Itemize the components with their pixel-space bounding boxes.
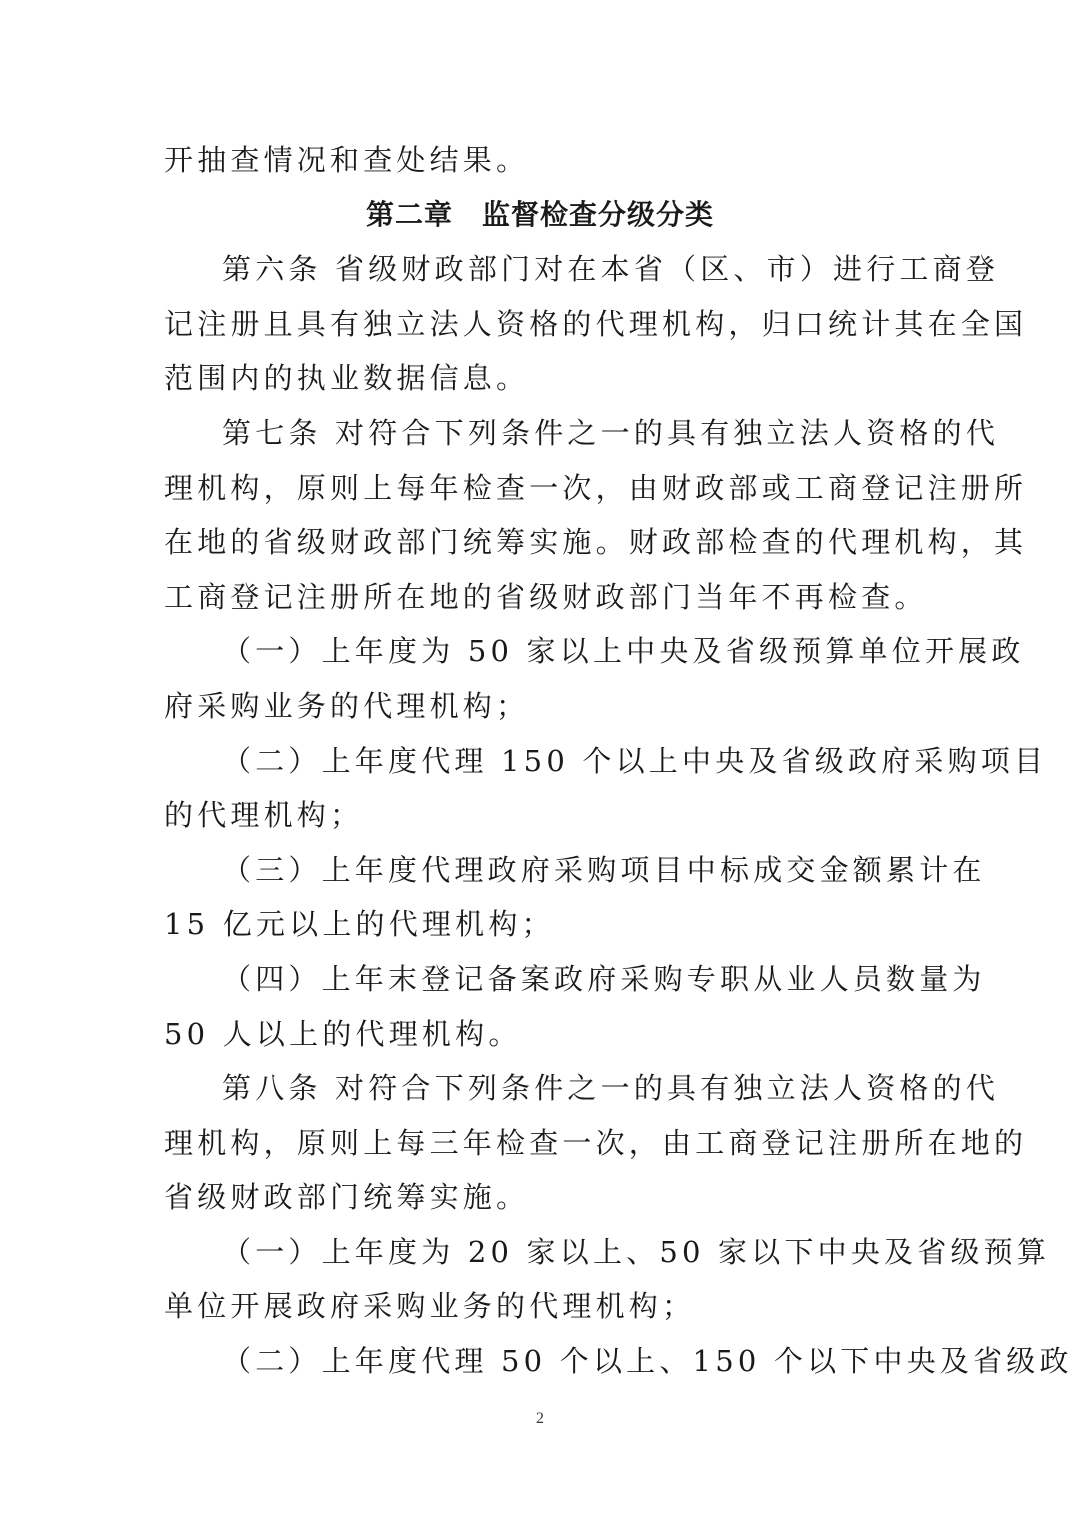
article-7-item-1-line-2: 府采购业务的代理机构； xyxy=(164,688,530,723)
article-7-line-3: 在地的省级财政部门统筹实施。财政部检查的代理机构，其 xyxy=(164,525,1028,560)
article-8 xyxy=(164,1061,1073,1389)
article-7-item-3 xyxy=(164,843,986,952)
article-6-line-2: 记注册且具有独立法人资格的代理机构，归口统计其在全国 xyxy=(164,306,1028,341)
article-7-line-1: 第七条 对符合下列条件之一的具有独立法人资格的代 xyxy=(222,415,1000,450)
article-8-line-1: 第八条 对符合下列条件之一的具有独立法人资格的代 xyxy=(222,1071,1000,1106)
article-7 xyxy=(164,406,1048,1061)
article-6 xyxy=(164,242,1028,406)
article-8-line-3: 省级财政部门统筹实施。 xyxy=(164,1180,530,1215)
article-8-item-2-line-1: （二）上年度代理 50 个以上、150 个以下中央及省级政 xyxy=(222,1344,1073,1379)
chapter-heading: 第二章 监督检查分级分类 xyxy=(365,197,714,231)
article-7-line-4: 工商登记注册所在地的省级财政部门当年不再检查。 xyxy=(164,579,928,614)
article-6-line-1: 第六条 省级财政部门对在本省（区、市）进行工商登 xyxy=(222,252,1000,287)
article-7-item-2-line-1: （二）上年度代理 150 个以上中央及省级政府采购项目 xyxy=(222,743,1048,778)
article-7-line-2: 理机构，原则上每年检查一次，由财政部或工商登记注册所 xyxy=(164,470,1028,505)
page-number: 2 xyxy=(536,1410,544,1427)
article-7-item-1-line-1: （一）上年度为 50 家以上中央及省级预算单位开展政 xyxy=(222,634,1025,669)
article-7-item-3-line-2: 15 亿元以上的代理机构； xyxy=(164,907,555,942)
article-7-item-4-line-1: （四）上年末登记备案政府采购专职从业人员数量为 xyxy=(222,961,986,996)
article-7-item-2 xyxy=(164,734,1048,843)
article-6-line-3: 范围内的执业数据信息。 xyxy=(164,361,530,396)
article-7-item-1 xyxy=(164,624,1025,733)
article-8-item-1-line-2: 单位开展政府采购业务的代理机构； xyxy=(164,1289,696,1324)
document-body xyxy=(164,133,1073,1389)
article-7-item-2-line-2: 的代理机构； xyxy=(164,798,364,833)
article-7-item-3-line-1: （三）上年度代理政府采购项目中标成交金额累计在 xyxy=(222,852,986,887)
article-8-line-2: 理机构，原则上每三年检查一次，由工商登记注册所在地的 xyxy=(164,1125,1028,1160)
article-7-item-4 xyxy=(164,952,986,1061)
article-8-item-1 xyxy=(164,1225,1051,1334)
article-7-item-4-line-2: 50 人以上的代理机构。 xyxy=(164,1016,522,1051)
continuation-line: 开抽查情况和查处结果。 xyxy=(164,143,530,177)
article-8-item-2 xyxy=(164,1334,1073,1389)
article-8-item-1-line-1: （一）上年度为 20 家以上、50 家以下中央及省级预算 xyxy=(222,1234,1051,1269)
